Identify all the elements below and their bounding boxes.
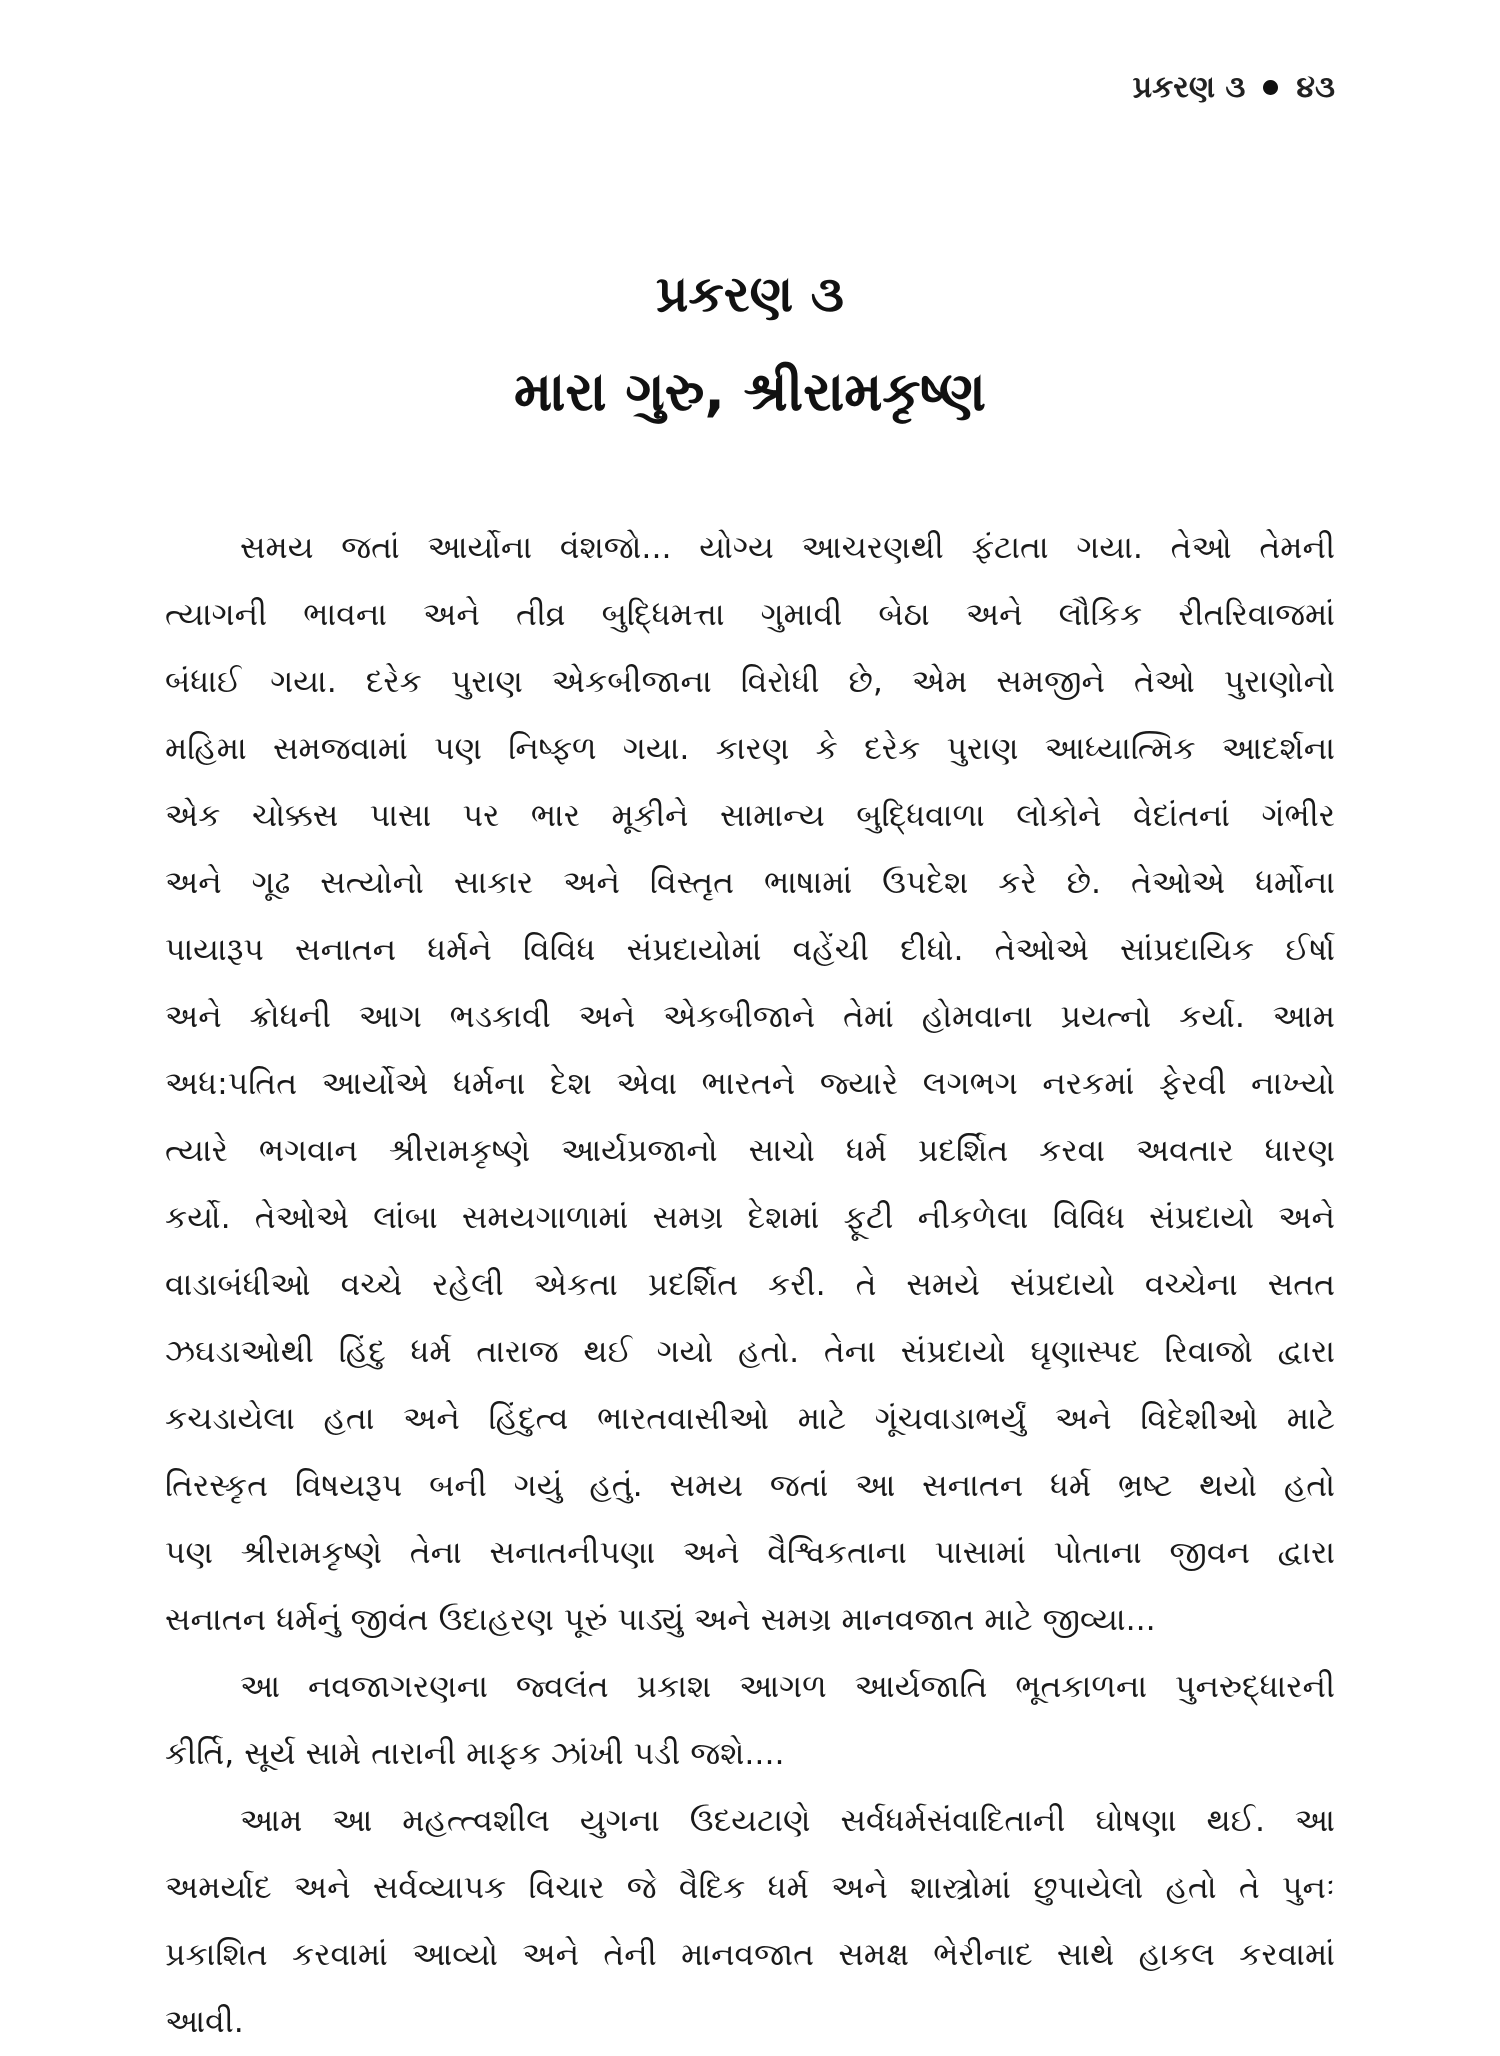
running-header-chapter: પ્રકરણ ૩ bbox=[1132, 70, 1246, 105]
text-line: અમર્યાદ અને સર્વવ્યાપક વિચાર જે વૈદિક ધર્મ અને શાસ્ત્રોમાં છુપાયેલો હતો તે પુનઃ bbox=[165, 1870, 1335, 1906]
chapter-title: મારા ગુરુ, શ્રીરામકૃષ્ણ bbox=[514, 360, 986, 423]
text-line: પ્રકાશિત કરવામાં આવ્યો અને તેની માનવજાત સમક્ષ ભેરીનાદ સાથે હાકલ કરવામાં bbox=[165, 1937, 1335, 1973]
running-header bbox=[1133, 70, 1335, 105]
text-line: પણ શ્રીરામકૃષ્ણે તેના સનાતનીપણા અને વૈશ્વિકતાના પાસામાં પોતાના જીવન દ્વારા bbox=[165, 1535, 1335, 1571]
page-number: ૪૩ bbox=[1296, 70, 1335, 105]
text-line: તિરસ્કૃત વિષયરૂપ બની ગયું હતું. સમય જતાં આ સનાતન ધર્મ ભ્રષ્ટ થયો હતો bbox=[165, 1468, 1335, 1504]
text-line: ત્યાગની ભાવના અને તીવ્ર બુદ્ધિમત્તા ગુમાવી બેઠા અને લૌકિક રીતરિવાજમાં bbox=[165, 597, 1335, 633]
text-line: આમ આ મહત્ત્વશીલ યુગના ઉદયટાણે સર્વધર્મસંવાદિતાની ઘોષણા થઈ. આ bbox=[240, 1803, 1335, 1839]
text-line: અને ક્રોધની આગ ભડકાવી અને એકબીજાને તેમાં હોમવાના પ્રયત્નો કર્યા. આમ bbox=[165, 999, 1335, 1035]
text-line: સનાતન ધર્મનું જીવંત ઉદાહરણ પૂરું પાડ્યું અને સમગ્ર માનવજાત માટે જીવ્યા... bbox=[165, 1602, 1156, 1638]
text-line: કર્યો. તેઓએ લાંબા સમયગાળામાં સમગ્ર દેશમાં ફૂટી નીકળેલા વિવિધ સંપ્રદાયો અને bbox=[165, 1200, 1335, 1236]
text-line: કચડાયેલા હતા અને હિંદુત્વ ભારતવાસીઓ માટે ગૂંચવાડાભર્યું અને વિદેશીઓ માટે bbox=[165, 1401, 1335, 1437]
text-line: અને ગૂઢ સત્યોનો સાકાર અને વિસ્તૃત ભાષામાં ઉપદેશ કરે છે. તેઓએ ધર્મોના bbox=[165, 865, 1335, 901]
text-line: પાયારૂપ સનાતન ધર્મને વિવિધ સંપ્રદાયોમાં વહેંચી દીધો. તેઓએ સાંપ્રદાયિક ઈર્ષા bbox=[165, 932, 1335, 968]
text-line: ત્યારે ભગવાન શ્રીરામકૃષ્ણે આર્યપ્રજાનો સાચો ધર્મ પ્રદર્શિત કરવા અવતાર ધારણ bbox=[165, 1133, 1335, 1169]
bullet-icon bbox=[1263, 80, 1278, 95]
text-line: કીર્તિ, સૂર્ય સામે તારાની માફક ઝાંખી પડી જશે.... bbox=[165, 1736, 785, 1772]
text-line: મહિમા સમજવામાં પણ નિષ્ફળ ગયા. કારણ કે દરેક પુરાણ આધ્યાત્મિક આદર્શના bbox=[165, 731, 1335, 767]
text-line: એક ચોક્કસ પાસા પર ભાર મૂકીને સામાન્ય બુદ્ધિવાળા લોકોને વેદાંતનાં ગંભીર bbox=[165, 798, 1335, 834]
body-text bbox=[165, 515, 1335, 2056]
text-line: અધ:પતિત આર્યોએ ધર્મના દેશ એવા ભારતને જ્યારે લગભગ નરકમાં ફેરવી નાખ્યો bbox=[165, 1066, 1335, 1102]
text-line: વાડાબંધીઓ વચ્ચે રહેલી એકતા પ્રદર્શિત કરી. તે સમયે સંપ્રદાયો વચ્ચેના સતત bbox=[165, 1267, 1335, 1303]
chapter-label: પ્રકરણ ૩ bbox=[656, 265, 844, 323]
text-line: ઝઘડાઓથી હિંદુ ધર્મ તારાજ થઈ ગયો હતો. તેના સંપ્રદાયો ઘૃણાસ્પદ રિવાજો દ્વારા bbox=[165, 1334, 1335, 1370]
text-line: સમય જતાં આર્યોના વંશજો... યોગ્ય આચરણથી ફંટાતા ગયા. તેઓ તેમની bbox=[240, 530, 1335, 566]
text-line: આવી. bbox=[165, 2004, 244, 2040]
text-line: આ નવજાગરણના જ્વલંત પ્રકાશ આગળ આર્યજાતિ ભૂતકાળના પુનરુદ્ધારની bbox=[240, 1669, 1335, 1705]
text-line: બંધાઈ ગયા. દરેક પુરાણ એકબીજાના વિરોધી છે, એમ સમજીને તેઓ પુરાણોનો bbox=[165, 664, 1335, 700]
